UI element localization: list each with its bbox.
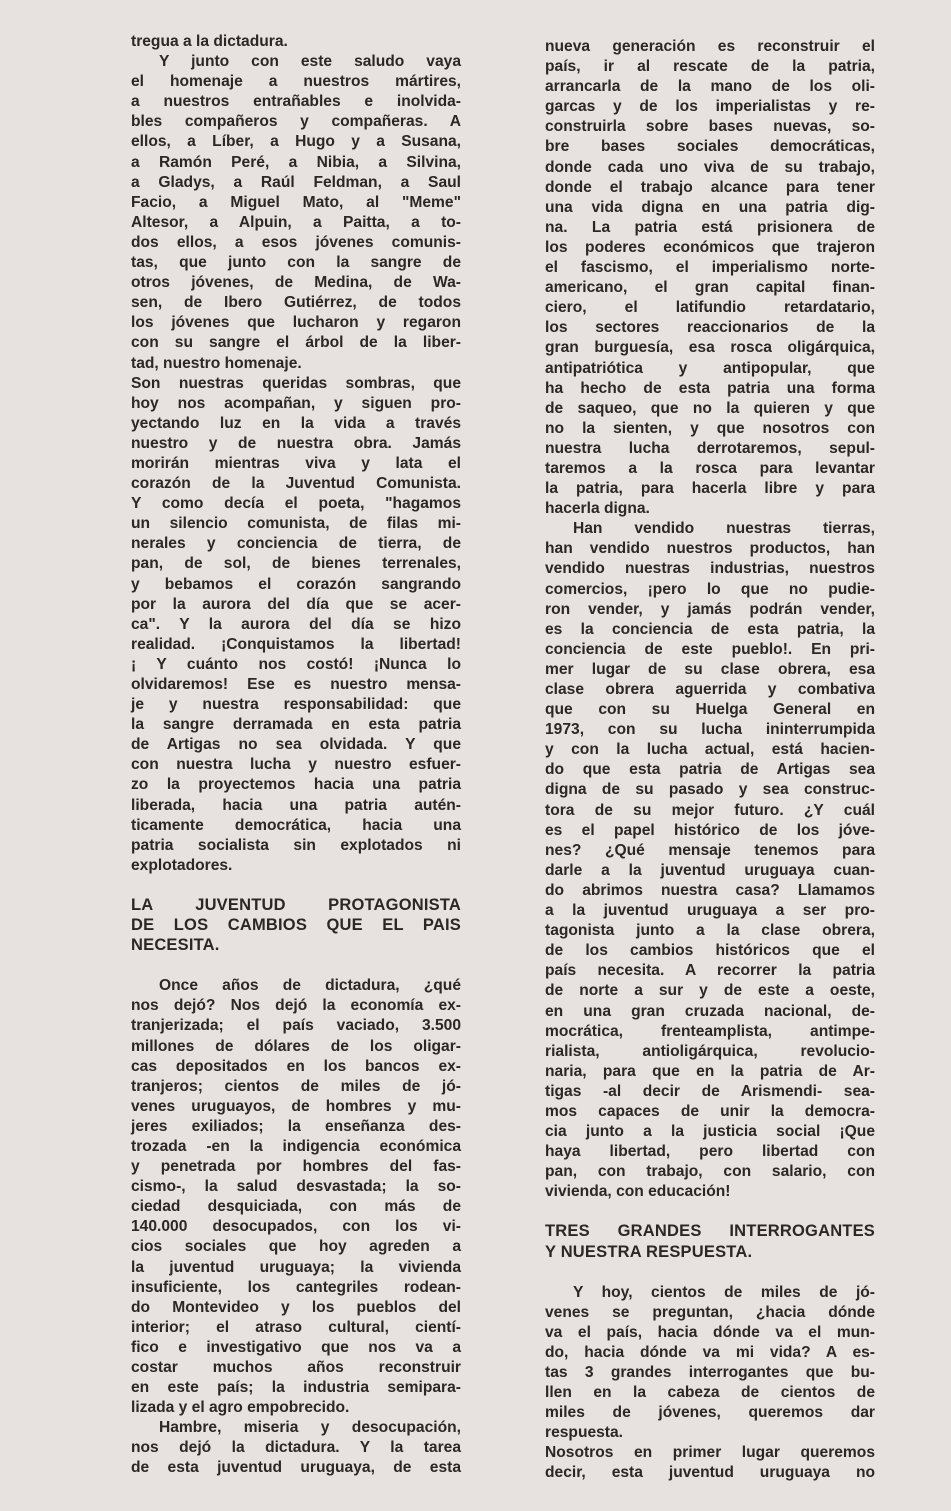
text-line: NECESITA. [131, 936, 220, 955]
text-line: gran burguesía, esa rosca oligárquica, [545, 339, 875, 357]
text-line: tas, que junto con la sangre de [131, 254, 461, 272]
text-line: miles de jóvenes, queremos dar [545, 1404, 875, 1422]
text-line: zo la proyectemos hacia una patria [131, 776, 461, 794]
text-line: venes uruguayos, de hombres y mu- [131, 1097, 461, 1115]
text-line: tranjeros; cientos de miles de jó- [131, 1077, 461, 1095]
text-line: país, ir al rescate de la patria, [545, 58, 875, 76]
text-line: tranjerizada; el país vaciado, 3.500 [131, 1017, 461, 1035]
text-line: Y como decía el poeta, "hagamos [131, 495, 461, 513]
paragraph [131, 976, 461, 1418]
text-line: tad, nuestro homenaje. [131, 354, 302, 372]
text-line: la juventud uruguaya; la vivienda [131, 1258, 461, 1276]
text-line: un silencio comunista, de filas mi- [131, 515, 461, 533]
text-line: a Gladys, a Raúl Feldman, a Saul [131, 173, 461, 191]
text-line: jeres exiliados; la enseñanza des- [131, 1117, 461, 1135]
text-line: TRES GRANDES INTERROGANTES [545, 1222, 875, 1241]
text-line: Y junto con este saludo vaya [159, 53, 461, 71]
text-line: cia junto a la justicia social ¡Que [545, 1123, 875, 1141]
text-line: comercios, ¡pero lo que no pudie- [545, 580, 875, 598]
text-line: el homenaje a nuestros mártires, [131, 73, 461, 91]
text-line: la sangre derramada en esta patria [131, 716, 461, 734]
text-line: morirán mientras viva y lata el [131, 454, 461, 472]
paragraph [545, 37, 875, 519]
text-line: de esta juventud uruguaya, de esta [131, 1459, 461, 1477]
text-line: haya libertad, pero libertad con [545, 1143, 875, 1161]
text-line: Altesor, a Alpuin, a Paitta, a to- [131, 213, 461, 231]
text-line: lizada y el agro empobrecido. [131, 1399, 350, 1417]
text-line: ron vender, y jamás podrán vender, [545, 600, 875, 618]
text-line: Y NUESTRA RESPUESTA. [545, 1242, 753, 1261]
paragraph [545, 519, 875, 1202]
text-line: bles compañeros y compañeras. A [131, 113, 461, 131]
text-line: tagonista junto a la clase obrera, [545, 922, 875, 940]
text-line: cismo-, la salud desvastada; la so- [131, 1178, 461, 1196]
text-line: decir, esta juventud uruguaya no [545, 1464, 875, 1482]
text-line: rialista, antioligárquica, revolucio- [545, 1042, 875, 1060]
text-line: es la conciencia de esta patria, la [545, 620, 875, 638]
text-line: han vendido nuestros productos, han [545, 540, 875, 558]
text-line: fico e investigativo que nos va a [131, 1338, 461, 1356]
paragraph [131, 32, 461, 52]
text-line: 140.000 desocupados, con los vi- [131, 1218, 461, 1236]
text-line: cios sociales que hoy agreden a [131, 1238, 461, 1256]
text-line: corazón de la Juventud Comunista. [131, 475, 461, 493]
text-line: ca". Y la aurora del día se hizo [131, 615, 461, 633]
text-line: en una gran cruzada nacional, de- [545, 1002, 875, 1020]
paragraph [545, 1443, 875, 1483]
text-line: ciero, el latifundio retardatario, [545, 299, 875, 317]
text-line: el fascismo, el imperialismo norte- [545, 259, 875, 277]
text-line: pan, con trabajo, con salario, con [545, 1163, 875, 1181]
text-line: trozada -en la indigencia económica [131, 1137, 461, 1155]
text-line: mos capaces de unir la democra- [545, 1102, 875, 1120]
text-line: do Montevideo y los pueblos del [131, 1298, 461, 1316]
text-line: va el país, hacia dónde va el mun- [545, 1323, 875, 1341]
text-line: dos ellos, a esos jóvenes comunis- [131, 233, 461, 251]
text-line: naria, para que en la patria de Ar- [545, 1062, 875, 1080]
text-line: americano, el gran capital finan- [545, 279, 875, 297]
text-line: mer lugar de su clase obrera, esa [545, 660, 875, 678]
text-line: país necesita. A recorrer la patria [545, 962, 875, 980]
text-line: nerales y conciencia de tierra, de [131, 535, 461, 553]
text-line: llen en la cabeza de cientos de [545, 1384, 875, 1402]
text-line: con su sangre el árbol de la liber- [131, 334, 461, 352]
text-line: y penetrada por hombres del fas- [131, 1158, 461, 1176]
text-line: ha hecho de esta patria una forma [545, 379, 875, 397]
text-line: una vida digna en una patria dig- [545, 198, 875, 216]
text-line: a la juventud uruguaya a ser pro- [545, 902, 875, 920]
text-line: costar muchos años reconstruir [131, 1359, 461, 1376]
text-line: do que esta patria de Artigas sea [545, 761, 875, 779]
text-line: y con la lucha actual, está hacien- [545, 741, 875, 759]
text-line: venes se preguntan, ¿hacia dónde [545, 1303, 875, 1321]
text-line: tregua a la dictadura. [131, 33, 288, 50]
text-line: nueva generación es reconstruir el [545, 38, 875, 55]
text-line: de saqueo, que no la quieren y que [545, 399, 875, 417]
text-line: donde cada uno viva de su trabajo, [545, 158, 875, 176]
text-line: los jóvenes que lucharon y regaron [131, 314, 461, 332]
text-line: vivienda, con educación! [545, 1183, 731, 1201]
text-line: no la sienten, y que nosotros con [545, 419, 875, 437]
text-line: ¡ Y cuánto nos costó! ¡Nunca lo [131, 655, 461, 673]
text-line: digna de su pasado y sea construc- [545, 781, 875, 799]
text-line: nos dejó? Nos dejó la economía ex- [131, 997, 461, 1015]
text-line: tigas -al decir de Arismendi- sea- [545, 1082, 875, 1100]
text-line: pan, de sol, de bienes terrenales, [131, 555, 461, 573]
paragraph [131, 52, 461, 374]
text-line: ticamente democrática, hacia una [131, 816, 461, 834]
text-line: darle a la juventud uruguaya cuan- [545, 861, 875, 879]
text-line: de los cambios históricos que el [545, 942, 875, 960]
text-line: Once años de dictadura, ¿qué [159, 977, 461, 995]
text-line: los sectores reaccionarios de la [545, 319, 875, 337]
text-line: bre bases sociales democráticas, [545, 138, 875, 156]
text-line: interior; el atraso cultural, cientí- [131, 1318, 461, 1336]
paragraph [131, 374, 461, 876]
text-line: es el papel histórico de los jóve- [545, 821, 875, 839]
text-line: otros jóvenes, de Medina, de Wa- [131, 274, 461, 292]
text-line: DE LOS CAMBIOS QUE EL PAIS [131, 916, 461, 935]
text-line: yectando luz en la vida a través [131, 414, 461, 432]
text-line: olvidaremos! Ese es nuestro mensa- [131, 676, 461, 693]
text-line: de norte a sur y de este a oeste, [545, 982, 875, 1000]
text-line: nuestra lucha derrotaremos, sepul- [545, 439, 875, 457]
text-line: de Artigas no sea olvidada. Y que [131, 736, 461, 754]
text-line: do abrimos nuestra casa? Llamamos [545, 881, 875, 899]
text-line: que con su Huelga General en [545, 701, 875, 719]
section-heading [545, 1221, 875, 1261]
text-line: clase obrera aguerrida y combativa [545, 681, 875, 698]
text-line: a nuestros entrañables e inolvida- [131, 93, 461, 111]
text-line: y bebamos el corazón sangrando [131, 575, 461, 593]
text-line: hacerla digna. [545, 500, 650, 518]
text-line: respuesta. [545, 1424, 624, 1442]
text-line: do, hacia dónde va mi vida? A es- [545, 1343, 875, 1361]
text-line: millones de dólares de los oligar- [131, 1037, 461, 1055]
text-line: antipatriótica y antipopular, que [545, 359, 875, 377]
section-heading [131, 895, 461, 955]
text-line: taremos a la rosca para levantar [545, 459, 875, 477]
right-column [545, 37, 875, 1484]
text-line: je y nuestra responsabilidad: que [131, 696, 461, 714]
text-line: nuestro y de nuestra obra. Jamás [131, 434, 461, 452]
text-line: Son nuestras queridas sombras, que [131, 374, 461, 392]
text-line: ciedad desquiciada, con más de [131, 1198, 461, 1216]
text-line: con nuestra lucha y nuestro esfuer- [131, 756, 461, 774]
text-line: garcas y de los imperialistas y re- [545, 98, 875, 116]
text-line: mocrática, frenteamplista, antimpe- [545, 1022, 875, 1040]
text-line: Y hoy, cientos de miles de jó- [573, 1283, 875, 1301]
text-line: vendido nuestras industrias, nuestros [545, 560, 875, 578]
text-line: nos dejó la dictadura. Y la tarea [131, 1439, 461, 1457]
text-line: Hambre, miseria y desocupación, [159, 1419, 461, 1437]
text-line: realidad. ¡Conquistamos la libertad! [131, 635, 461, 653]
left-column [131, 32, 461, 1479]
text-line: insuficiente, los cantegriles rodean- [131, 1278, 461, 1296]
text-line: Nosotros en primer lugar queremos [545, 1444, 875, 1462]
text-line: cas depositados en los bancos ex- [131, 1057, 461, 1075]
text-line: por la aurora del día que se acer- [131, 595, 461, 613]
paragraph [131, 1418, 461, 1478]
text-line: arrancarla de la mano de los oli- [545, 78, 875, 96]
paragraph [545, 1283, 875, 1444]
text-line: liberada, hacia una patria autén- [131, 796, 461, 814]
text-line: la patria, para hacerla libre y para [545, 480, 875, 498]
text-line: los poderes económicos que trajeron [545, 238, 875, 256]
text-line: tas 3 grandes interrogantes que bu- [545, 1364, 875, 1381]
text-line: hoy nos acompañan, y siguen pro- [131, 394, 461, 412]
text-line: patria socialista sin explotados ni [131, 836, 461, 854]
text-line: 1973, con su lucha ininterrumpida [545, 721, 875, 739]
text-line: en este país; la industria semipara- [131, 1379, 461, 1397]
text-line: donde el trabajo alcance para tener [545, 178, 875, 196]
text-line: nes? ¿Qué mensaje tenemos para [545, 841, 875, 859]
text-line: Han vendido nuestras tierras, [573, 520, 875, 538]
text-line: tora de su mejor futuro. ¿Y cuál [545, 801, 875, 819]
text-line: ellos, a Líber, a Hugo y a Susana, [131, 133, 461, 151]
text-line: construirla sobre bases nuevas, so- [545, 118, 875, 136]
text-line: explotadores. [131, 856, 233, 874]
text-line: sen, de Ibero Gutiérrez, de todos [131, 294, 461, 312]
text-line: a Ramón Peré, a Nibia, a Silvina, [131, 153, 461, 171]
text-line: LA JUVENTUD PROTAGONISTA [131, 895, 461, 914]
text-line: conciencia de este pueblo!. En pri- [545, 640, 875, 658]
text-line: na. La patria está prisionera de [545, 218, 875, 236]
text-line: Facio, a Miguel Mato, al "Meme" [131, 193, 461, 211]
